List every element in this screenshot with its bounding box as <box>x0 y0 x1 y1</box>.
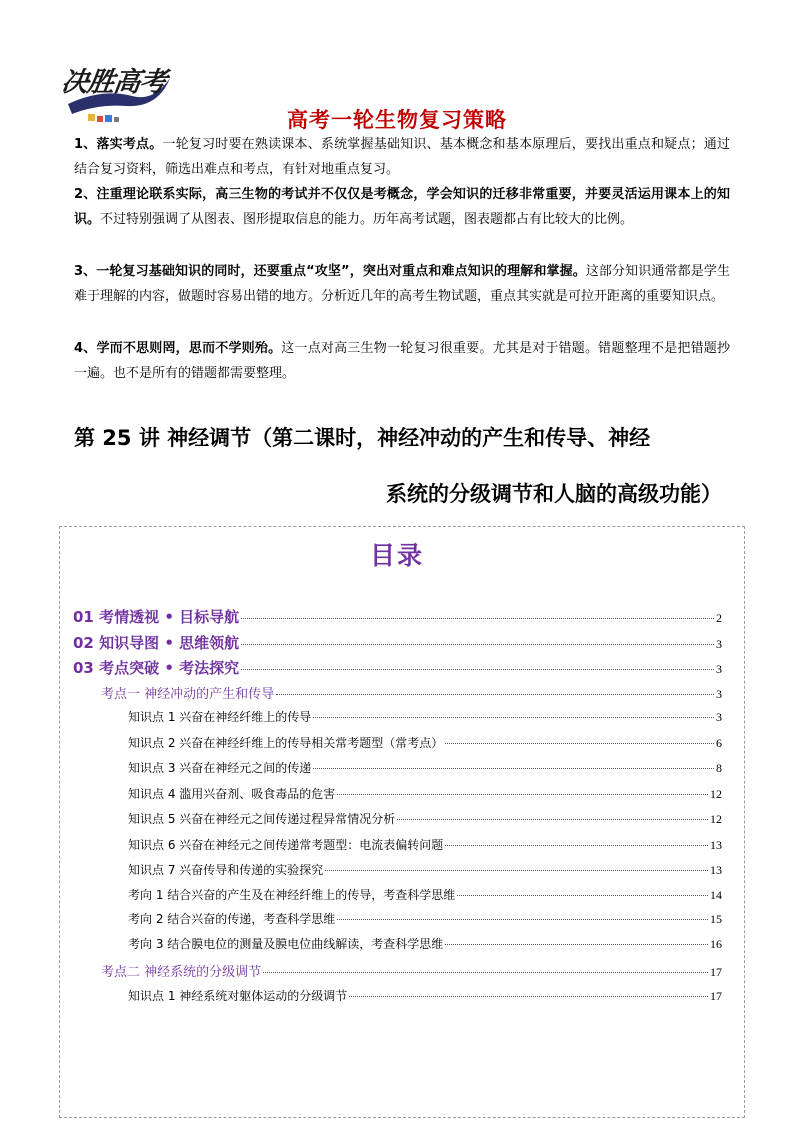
strategy-item-text: 这一点对高三生物一轮复习很重要。尤其是对于错题。错题整理不是把错题抄一遍。也不是所有的错题都需要整理。 <box>74 341 730 382</box>
toc-entry-page: 3 <box>716 687 722 701</box>
lecture-title-line2: 系统的分级调节和人脑的高级功能） <box>386 482 722 506</box>
toc-entry-page: 3 <box>716 662 722 676</box>
toc-leader-dots <box>241 644 714 645</box>
toc-entry[interactable] <box>101 961 722 980</box>
toc-leader-dots <box>457 895 708 896</box>
toc-entry[interactable] <box>73 632 722 653</box>
strategy-item-lead: 4、学而不思则罔，思而不学则殆。 <box>74 341 282 356</box>
strategy-item-lead: 1、落实考点。 <box>74 137 163 152</box>
toc-entry-page: 12 <box>710 787 722 801</box>
toc-leader-dots <box>276 694 714 695</box>
toc-entry-label: 知识点 4 滥用兴奋剂、吸食毒品的危害 <box>128 787 336 801</box>
toc-entry-label: 知识点 5 兴奋在神经元之间传递过程异常情况分析 <box>128 812 396 826</box>
toc-entry-page: 2 <box>716 611 722 625</box>
toc-leader-dots <box>337 919 708 920</box>
toc-entry-page: 8 <box>716 761 722 775</box>
toc-entry-label: 03 考点突破 • 考法探究 <box>73 659 240 677</box>
strategy-item-lead: 3、一轮复习基础知识的同时，还要重点“攻坚”，突出对重点和难点知识的理解和掌握。 <box>74 264 586 279</box>
toc-leader-dots <box>337 794 708 795</box>
toc-entry[interactable] <box>128 759 722 776</box>
toc-entry-page: 12 <box>710 812 722 826</box>
toc-leader-dots <box>325 870 708 871</box>
toc-entry-page: 14 <box>710 888 722 902</box>
toc-leader-dots <box>349 996 708 997</box>
strategy-item-text: 这部分知识通常都是学生难于理解的内容，做题时容易出错的地方。分析近几年的高考生物试题，重点其实就是可拉开距离的重要知识点。 <box>74 264 730 305</box>
strategy-title: 高考一轮生物复习策略 <box>287 108 507 132</box>
toc-entry-label: 知识点 7 兴奋传导和传递的实验探究 <box>128 863 324 877</box>
toc-heading: 目录 <box>369 541 424 570</box>
toc-entry-page: 6 <box>716 736 722 750</box>
toc-entry-label: 考向 3 结合膜电位的测量及膜电位曲线解读，考查科学思维 <box>128 937 444 951</box>
strategy-item-text: 一轮复习时要在熟读课本、系统掌握基础知识、基本概念和基本原理后，要找出重点和疑点；通过结合复习资料，筛选出难点和考点，有针对地重点复习。 <box>74 137 730 178</box>
toc-entry-page: 13 <box>710 863 722 877</box>
lecture-title <box>74 410 734 522</box>
toc-entry[interactable] <box>128 861 722 878</box>
toc-entry[interactable] <box>73 606 722 627</box>
toc-entry-label: 知识点 1 神经系统对躯体运动的分级调节 <box>128 989 348 1003</box>
toc-entry[interactable] <box>128 987 722 1004</box>
toc-entry[interactable] <box>101 683 722 702</box>
toc-entry-label: 02 知识导图 • 思维领航 <box>73 634 240 652</box>
strategy-item-3 <box>74 259 730 310</box>
toc-leader-dots <box>241 618 714 619</box>
toc-entry-page: 13 <box>710 838 722 852</box>
toc-entry[interactable] <box>128 708 722 725</box>
toc-leader-dots <box>397 819 708 820</box>
toc-entry-label: 知识点 6 兴奋在神经元之间传递常考题型：电流表偏转问题 <box>128 838 444 852</box>
logo-text: 决胜高考 <box>59 67 168 98</box>
toc-leader-dots <box>313 768 714 769</box>
toc-entry[interactable] <box>128 734 722 751</box>
toc-leader-dots <box>445 944 708 945</box>
toc-entry-label: 知识点 3 兴奋在神经元之间的传递 <box>128 761 312 775</box>
toc-entry[interactable] <box>128 935 722 952</box>
toc-entry-label: 考点一 神经冲动的产生和传导 <box>101 687 275 702</box>
strategy-item-4 <box>74 336 730 387</box>
toc-entry-page: 16 <box>710 937 722 951</box>
toc-entry-label: 考向 1 结合兴奋的产生及在神经纤维上的传导，考查科学思维 <box>128 888 456 902</box>
toc-entry[interactable] <box>128 910 722 927</box>
toc-entry[interactable] <box>73 657 722 678</box>
toc-entry-label: 01 考情透视 • 目标导航 <box>73 608 240 626</box>
toc-entry-page: 17 <box>710 989 722 1003</box>
toc-entry-page: 15 <box>710 912 722 926</box>
toc-entry-label: 知识点 2 兴奋在神经纤维上的传导相关常考题型（常考点） <box>128 736 444 750</box>
lecture-title-line1: 第 25 讲 神经调节（第二课时，神经冲动的产生和传导、神经 <box>74 426 651 450</box>
strategy-item-2 <box>74 182 730 233</box>
toc-leader-dots <box>263 972 708 973</box>
toc-leader-dots <box>445 845 708 846</box>
toc-entry-page: 3 <box>716 710 722 724</box>
toc-leader-dots <box>445 743 714 744</box>
toc-entry[interactable] <box>128 785 722 802</box>
toc-entry[interactable] <box>128 810 722 827</box>
strategy-item-lead: 2、注重理论联系实际，高三生物的考试并不仅仅是考概念，学会知识的迁移非常重要，并要灵活运用课本上的知识。 <box>74 187 730 228</box>
toc-entry-label: 考点二 神经系统的分级调节 <box>101 965 262 980</box>
toc-leader-dots <box>241 669 714 670</box>
strategy-item-text: 不过特别强调了从图表、图形提取信息的能力。历年高考试题，图表题都占有比较大的比例。 <box>100 212 634 228</box>
toc-entry-page: 3 <box>716 637 722 651</box>
toc-entry-label: 知识点 1 兴奋在神经纤维上的传导 <box>128 710 312 724</box>
strategy-item-1 <box>74 132 730 183</box>
toc-entry[interactable] <box>128 836 722 853</box>
toc-entry[interactable] <box>128 886 722 903</box>
toc-entry-label: 考向 2 结合兴奋的传递，考查科学思维 <box>128 912 336 926</box>
toc-entry-page: 17 <box>710 965 722 979</box>
toc-leader-dots <box>313 717 714 718</box>
